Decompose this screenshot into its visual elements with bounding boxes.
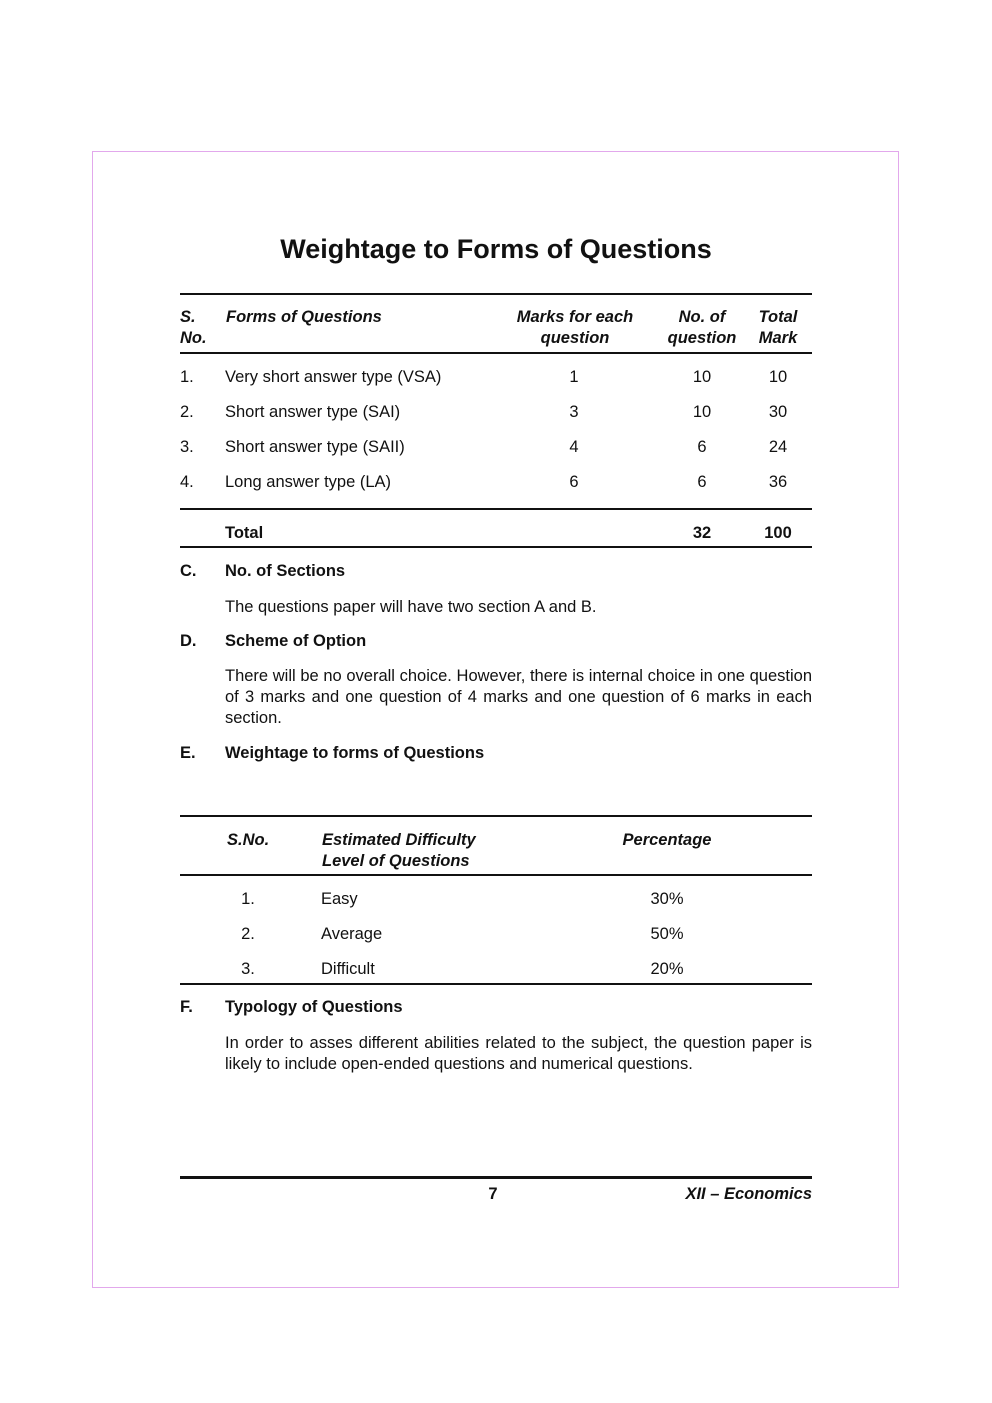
footer-subject: XII – Economics (685, 1185, 812, 1203)
page-title: Weightage to Forms of Questions (280, 234, 712, 264)
t2-sno: 1. (241, 890, 255, 908)
t1-total-total: 100 (764, 524, 792, 542)
t2-pct: 20% (650, 960, 684, 978)
section-c-letter: C. (180, 562, 197, 580)
t1-form: Very short answer type (VSA) (225, 368, 442, 386)
t1-total-label: Total (225, 524, 264, 542)
section-d-heading: Scheme of Option (225, 632, 367, 650)
table1-header-rule (180, 352, 812, 354)
section-c-body: The questions paper will have two section A and B. (225, 598, 597, 616)
page-number: 7 (488, 1185, 498, 1203)
t1-total: 36 (768, 473, 788, 491)
t1-total: 30 (768, 403, 788, 421)
t1-form: Short answer type (SAII) (225, 438, 405, 456)
t1-total: 10 (768, 368, 788, 386)
t1-header-num: No. of question (667, 308, 737, 347)
t1-sno: 1. (180, 368, 194, 386)
t1-sno: 2. (180, 403, 194, 421)
t2-header-level: Estimated Difficulty Level of Questions (322, 831, 476, 870)
section-e-letter: E. (180, 744, 196, 762)
t1-marks: 3 (569, 403, 579, 421)
t2-header-sno: S.No. (227, 831, 270, 849)
t1-marks: 6 (569, 473, 579, 491)
t1-num: 10 (692, 368, 712, 386)
section-f-body: In order to asses different abilities related to the subject, the question paper is likely to include open-ended questions and numerical questions. (225, 1034, 812, 1073)
table2-top-rule (180, 815, 812, 817)
t2-pct: 50% (650, 925, 684, 943)
table1-total-rule (180, 508, 812, 510)
t1-sno: 4. (180, 473, 194, 491)
t1-num: 6 (697, 438, 707, 456)
t2-pct: 30% (650, 890, 684, 908)
table1-top-rule (180, 293, 812, 295)
t1-header-marks: Marks for each question (516, 308, 634, 347)
section-d-body: There will be no overall choice. However, there is internal choice in one question of 3 marks and one question of 4 marks and one question of 6 marks in each section. (225, 667, 812, 727)
t1-marks: 4 (569, 438, 579, 456)
t1-sno: 3. (180, 438, 194, 456)
t1-num: 10 (692, 403, 712, 421)
t1-header-sno: S. No. (180, 308, 207, 347)
section-c-heading: No. of Sections (225, 562, 346, 580)
section-f-heading: Typology of Questions (225, 998, 403, 1016)
t1-marks: 1 (569, 368, 579, 386)
t2-level: Difficult (321, 960, 375, 978)
t1-header-forms: Forms of Questions (226, 308, 382, 326)
t1-num: 6 (697, 473, 707, 491)
t2-level: Average (321, 925, 383, 943)
table1-bottom-rule (180, 546, 812, 548)
t2-sno: 2. (241, 925, 255, 943)
t1-header-total: Total Mark (758, 308, 798, 347)
section-e-heading: Weightage to forms of Questions (225, 744, 485, 762)
t1-total-num: 32 (692, 524, 712, 542)
table2-header-rule (180, 874, 812, 876)
footer-rule (180, 1176, 812, 1179)
section-f-letter: F. (180, 998, 193, 1016)
t2-sno: 3. (241, 960, 255, 978)
t1-total: 24 (768, 438, 788, 456)
t1-form: Long answer type (LA) (225, 473, 392, 491)
section-d-letter: D. (180, 632, 197, 650)
t2-level: Easy (321, 890, 358, 908)
t2-header-pct: Percentage (622, 831, 712, 849)
t1-form: Short answer type (SAI) (225, 403, 401, 421)
table2-bottom-rule (180, 983, 812, 985)
